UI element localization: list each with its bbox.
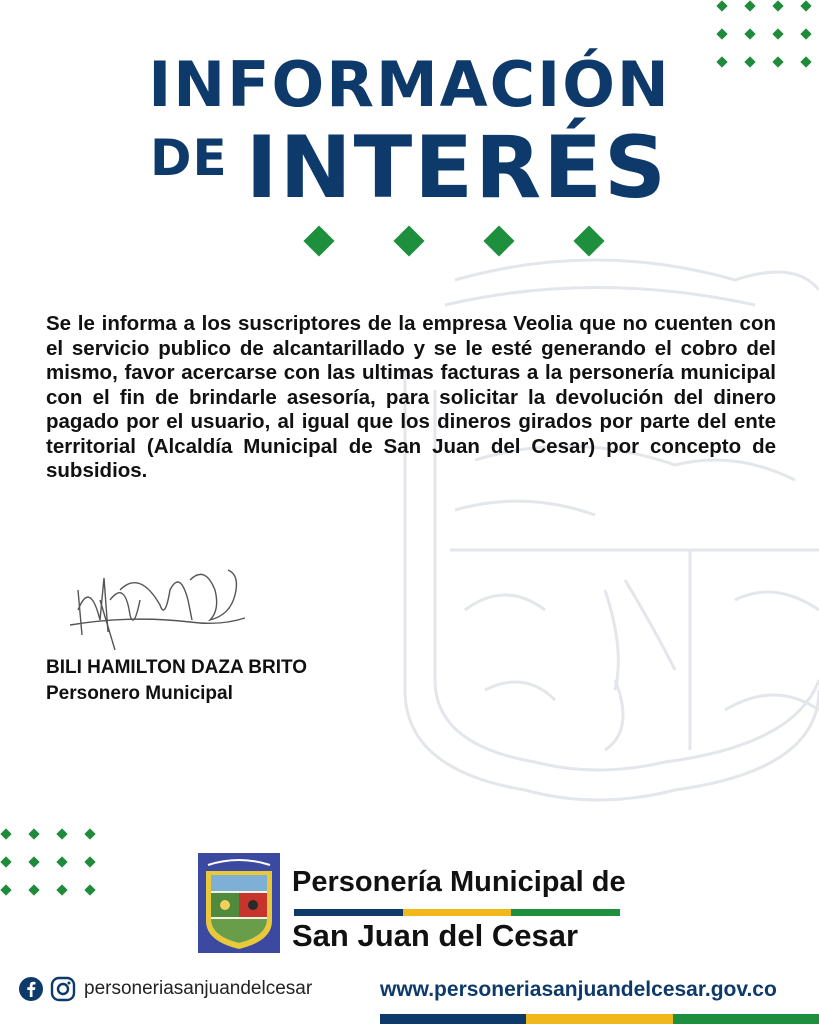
stripe-navy <box>380 1014 526 1024</box>
stripe-green <box>673 1014 819 1024</box>
title-line-1: INFORMACIÓN <box>148 48 671 121</box>
diamond-shape <box>303 225 334 256</box>
stripe-navy <box>294 909 403 916</box>
diamond-shape <box>573 225 604 256</box>
signer-name: BILI HAMILTON DAZA BRITO <box>46 657 308 678</box>
stripe-yellow <box>526 1014 672 1024</box>
facebook-icon[interactable] <box>18 976 44 1002</box>
stripe-yellow <box>403 909 512 916</box>
decorative-dots-bottom-left <box>2 830 94 894</box>
social-links <box>18 976 312 1002</box>
title-line-2 <box>150 118 668 218</box>
diamond-separator <box>308 230 600 252</box>
bottom-tricolor-stripe <box>380 1014 819 1024</box>
diamond-shape <box>393 225 424 256</box>
title-main: INTERÉS <box>245 118 668 218</box>
diamond-shape <box>483 225 514 256</box>
social-handle[interactable]: personeriasanjuandelcesar <box>84 978 313 999</box>
shield-logo-icon <box>198 853 280 953</box>
signer-role: Personero Municipal <box>46 683 233 704</box>
tricolor-stripe <box>294 909 620 916</box>
notice-body: Se le informa a los suscriptores de la empresa Veolia que no cuenten con el servicio publico de alcantarillado y se le esté generando el cobro del mismo, favor acercarse con las ultimas facturas a la personería municipal con el fin de brindarle asesoría, para solicitar la devolución del dinero pagado por el usuario, al igual que los dineros girados por parte del ente territorial (Alcaldía Municipal de San Juan del Cesar) por concepto de subsidios. <box>46 312 776 482</box>
website-link[interactable]: www.personeriasanjuandelcesar.gov.co <box>380 978 777 1001</box>
organization-name-line-1: Personería Municipal de <box>292 866 626 898</box>
title-prefix: DE <box>150 129 228 187</box>
stripe-green <box>511 909 620 916</box>
organization-name-line-2: San Juan del Cesar <box>292 918 579 953</box>
handwritten-signature <box>70 560 250 655</box>
instagram-icon[interactable] <box>50 976 76 1002</box>
